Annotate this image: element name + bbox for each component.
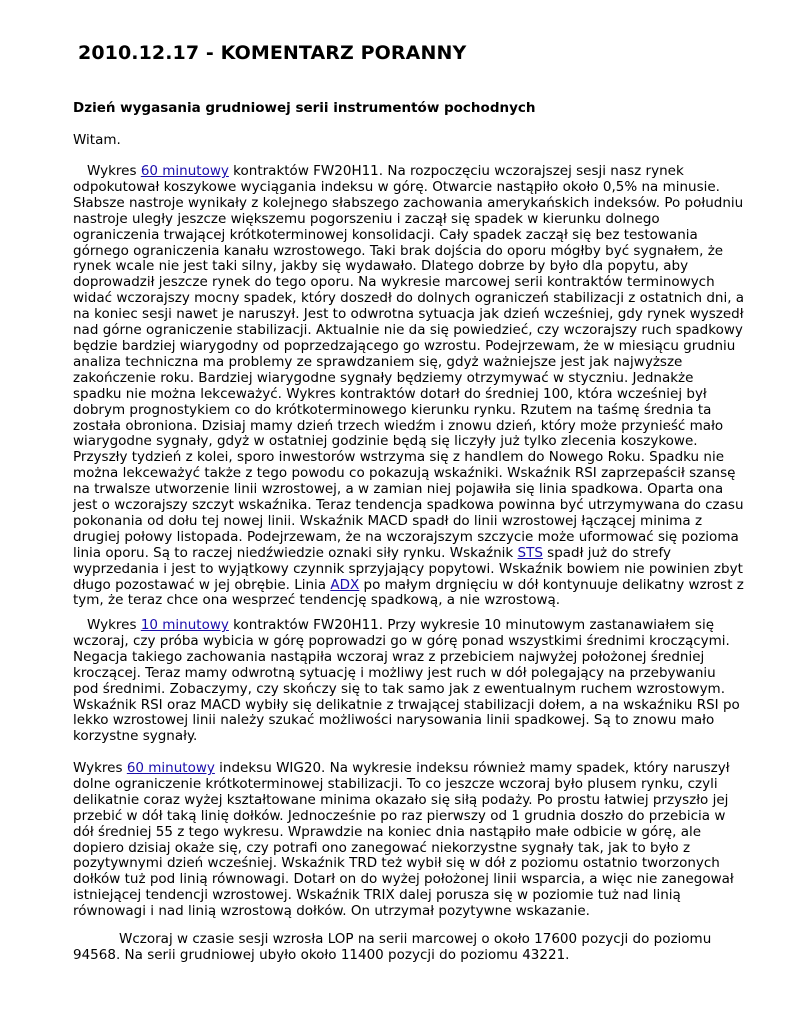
article-subtitle: Dzień wygasania grudniowej serii instrumentów pochodnych (73, 100, 536, 116)
paragraph-text: kontraktów FW20H11. Na rozpoczęciu wczorajszej sesji nasz rynek odpokutował koszykowe wyciągania indeksu w górę. Otwarcie nastąpiło około 0,5% na minusie. Słabsze nastroje wynikały z kolejnego słabszego zachowania amerykańskich indeksów. Po południu nastroje uległy jeszcze większemu pogorszeniu i zaczął się spadek w kierunku dolnego ograniczenia trwającej krótkoterminowej konsolidacji. Cały spadek zaczął się bez testowania górnego ograniczenia kanału wzrostowego. Taki brak dojścia do oporu mógłby być sygnałem, że rynek wcale nie jest taki silny, jakby się wydawało. Dlatego dobrze by było dla popytu, aby doprowadził jeszcze rynek do tego oporu. Na wykresie marcowej serii kontraktów terminowych widać wczorajszy mocny spadek, który doszedł do dolnych ograniczeń stabilizacji z ostatnich dni, a na koniec sesji nawet je naruszył. Jest to odwrotna sytuacja jak dzień wcześniej, gdy rynek wyszedł nad górne ograniczenie stabilizacji. Aktualnie nie da się powiedzieć, czy wczorajszy ruch spadkowy będzie bardziej wiarygodny od poprzedzającego go wzrostu. Podejrzewam, że w miesiącu grudniu analiza techniczna ma problemy ze sprawdzaniem się, gdyż ważniejsze jest jak najwyższe zakończenie roku. Bardziej wiarygodne sygnały będziemy otrzymywać w styczniu. Jednakże spadku nie można lekceważyć. Wykres kontraktów dotarł do średniej 100, która wcześniej był dobrym prognostykiem co do krótkoterminowego kierunku rynku. Rzutem na taśmę średnia ta została obroniona. Dzisiaj mamy dzień trzech wiedźm i znowu dzień, który może przynieść mało wiarygodne sygnały, gdyż w ostatniej godzinie będą się liczyły już tylko zlecenia koszykowe. Przyszły tydzień z kolei, sporo inwestorów wstrzyma się z handlem do Nowego Roku. Spadku nie można lekceważyć także z tego powodu co pokazują wskaźniki. Wskaźnik RSI zaprzepaścił szansę na trwalsze utworzenie linii wzrostowej, a w zamian niej pojawiła się linia spadkowa. Oparta ona jest o wczorajszy szczyt wskaźnika. Teraz tendencja spadkowa powinna być utrzymywana do czasu pokonania od dołu tej nowej linii. Wskaźnik MACD spadł do linii wzrostowej łączącej minima z drugiej połowy listopada. Podejrzewam, że na wczorajszym szczycie może uformować się pozioma linia oporu. Są to raczej niedźwiedzie oznaki siły rynku. Wskaźnik (73, 163, 745, 561)
paragraph-fw20h11-10min (73, 618, 745, 745)
paragraph-text: spadł już do strefy wyprzedania i jest to wyjątkowy czynnik sprzyjający popytowi. Wskaźnik bowiem nie powinien zbyt długo pozostawać w jej obrębie. Linia (73, 544, 743, 593)
paragraph-text: po małym drgnięciu w dół kontynuuje delikatny wzrost z tym, że teraz chce ona wesprzeć tendencję spadkową, a nie wzrostową. (73, 576, 744, 609)
page-title: 2010.12.17 - KOMENTARZ PORANNY (78, 42, 467, 64)
paragraph-text: indeksu WIG20. Na wykresie indeksu również mamy spadek, który naruszył dolne ograniczenie krótkoterminowej stabilizacji. To co jeszcze wczoraj było plusem rynku, czyli delikatnie coraz wyżej kształtowane minima okazało się siłą podaży. Po prostu łatwiej przyszło jej przebić w dół taką linię dołków. Jednocześnie po raz pierwszy od 1 grudnia doszło do przebicia w dół średniej 55 z tego wykresu. Wprawdzie na koniec dnia nastąpiło małe odbicie w górę, ale dopiero dzisiaj okaże się, czy potrafi ono zanegować niekorzystne sygnały tak, jak to było z pozytywnymi dzień wcześniej. Wskaźnik TRD też wybił się w dół z poziomu ostatnio tworzonych dołków tuż pod linią równowagi. Dotarł on do wyżej położonej linii wsparcia, a więc nie zanegował istniejącej tendencji wzrostowej. Wskaźnik TRIX dalej porusza się w poziomie tuż nad linią równowagi i nad linią wzrostową dołków. On utrzymał pozytywne wskazanie. (73, 760, 734, 920)
chart-link-60-minutowy[interactable]: 60 minutowy (140, 163, 229, 179)
paragraph-text: Wykres (87, 617, 141, 633)
chart-link-10-minutowy[interactable]: 10 minutowy (140, 617, 229, 633)
chart-link-60-minutowy-wig20[interactable]: 60 minutowy (126, 760, 215, 776)
paragraph-fw20h11-60min (73, 164, 745, 609)
paragraph-wig20-60min (73, 761, 745, 920)
paragraph-text: kontraktów FW20H11. Przy wykresie 10 minutowym zastanawiałem się wczoraj, czy próba wybicia w górę poprowadzi go w górę ponad wszystkimi średnimi kroczącymi. Negacja takiego zachowania nastąpiła wczoraj wraz z przebiciem najwyżej położonej średniej kroczącej. Teraz mamy odwrotną sytuację i możliwy jest ruch w dół polegający na przebywaniu pod średnimi. Zobaczymy, czy skończy się to tak samo jak z ewentualnym ruchem wzrostowym. Wskaźnik RSI oraz MACD wybiły się delikatnie z trwającej stabilizacji dołem, a na wskaźniku RSI po lekko wzrostowej linii należy szukać możliwości narysowania linii spadkowej. Są to znowu mało korzystne sygnały. (73, 617, 740, 745)
paragraph-text: Wykres (87, 163, 141, 179)
greeting-text: Witam. (73, 132, 121, 148)
indicator-link-adx[interactable]: ADX (330, 576, 360, 593)
paragraph-text: Wykres (73, 760, 127, 776)
paragraph-lop (73, 932, 745, 964)
paragraph-text: Wczoraj w czasie sesji wzrosła LOP na serii marcowej o około 17600 pozycji do poziomu 94568. Na serii grudniowej ubyło około 11400 pozycji do poziomu 43221. (73, 931, 712, 963)
indicator-link-sts[interactable]: STS (517, 544, 543, 561)
